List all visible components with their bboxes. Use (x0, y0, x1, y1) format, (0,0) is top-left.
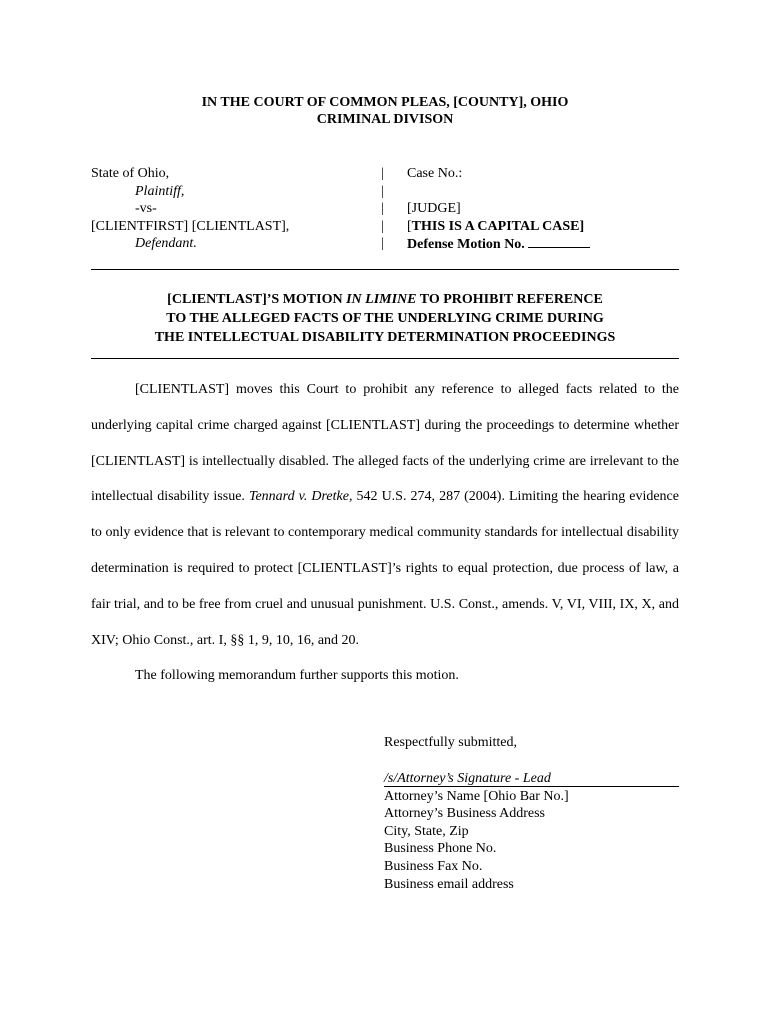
attorney-signature-line: /s/Attorney’s Signature - Lead (384, 770, 679, 787)
defense-motion-number: Defense Motion No. (407, 235, 679, 253)
caption-rule (91, 269, 679, 270)
judge-placeholder: [JUDGE] (407, 201, 461, 217)
attorney-address: Attorney’s Business Address (384, 806, 545, 822)
document-page (91, 0, 679, 1024)
motion-paragraph-2: The following memorandum further supports this motion. (135, 668, 459, 684)
attorney-phone: Business Phone No. (384, 841, 497, 857)
defendant-role: Defendant. (135, 236, 197, 252)
attorney-name: Attorney’s Name [Ohio Bar No.] (384, 788, 569, 804)
attorney-city: City, State, Zip (384, 823, 469, 839)
versus-label: -vs- (135, 201, 157, 217)
caption-divider: | | | | | (381, 166, 384, 252)
plaintiff-role: Plaintiff, (135, 183, 185, 199)
court-heading (91, 94, 679, 128)
motion-title (91, 290, 679, 347)
closing: Respectfully submitted, (384, 735, 517, 750)
title-line-3: THE INTELLECTUAL DISABILITY DETERMINATION PROCEEDINGS (154, 330, 616, 345)
caption-parties (91, 165, 381, 253)
attorney-fax: Business Fax No. (384, 858, 483, 874)
title-line-2: TO THE ALLEGED FACTS OF THE UNDERLYING CRIME DURING (166, 311, 604, 326)
case-citation: Tennard v. Dretke (248, 489, 349, 505)
caption-case-info (407, 165, 679, 253)
motion-body (91, 372, 679, 694)
plaintiff-name: State of Ohio, (91, 166, 170, 181)
case-number-label: Case No.: (407, 166, 463, 181)
defendant-name: [CLIENTFIRST] [CLIENTLAST], (91, 218, 290, 234)
capital-case-notice: [THIS IS A CAPITAL CASE] (407, 218, 585, 234)
title-rule (91, 358, 679, 359)
signature-block (384, 734, 679, 893)
court-name: IN THE COURT OF COMMON PLEAS, [COUNTY], OHIO (201, 95, 569, 110)
court-division: CRIMINAL DIVISON (316, 112, 454, 127)
title-line-1: [CLIENTLAST]’S MOTION IN LIMINE TO PROHIBIT REFERENCE (167, 292, 603, 307)
attorney-email: Business email address (384, 876, 514, 892)
motion-paragraph-1: [CLIENTLAST] moves this Court to prohibit any reference to alleged facts related to the underlying capital crime charged against [CLIENTLAST] during the proceedings to determine whether [CLIENTLAST] is intellectually disabled. The alleged facts of the underlying crime are irrelevant to the intellectual disability issue. Tennard v. Dretke, 542 U.S. 274, 287 (2004). Limiting the hearing evidence to only evidence that is relevant to contemporary medical community standards for intellectual disability determination is required to protect [CLIENTLAST]’s rights to equal protection, due process of law, a fair trial, and to be free from cruel and unusual punishment. U.S. Const., amends. V, VI, VIII, IX, X, and XIV; Ohio Const., art. I, §§ 1, 9, 10, 16, and 20. (91, 382, 679, 648)
motion-number-blank (528, 235, 590, 248)
